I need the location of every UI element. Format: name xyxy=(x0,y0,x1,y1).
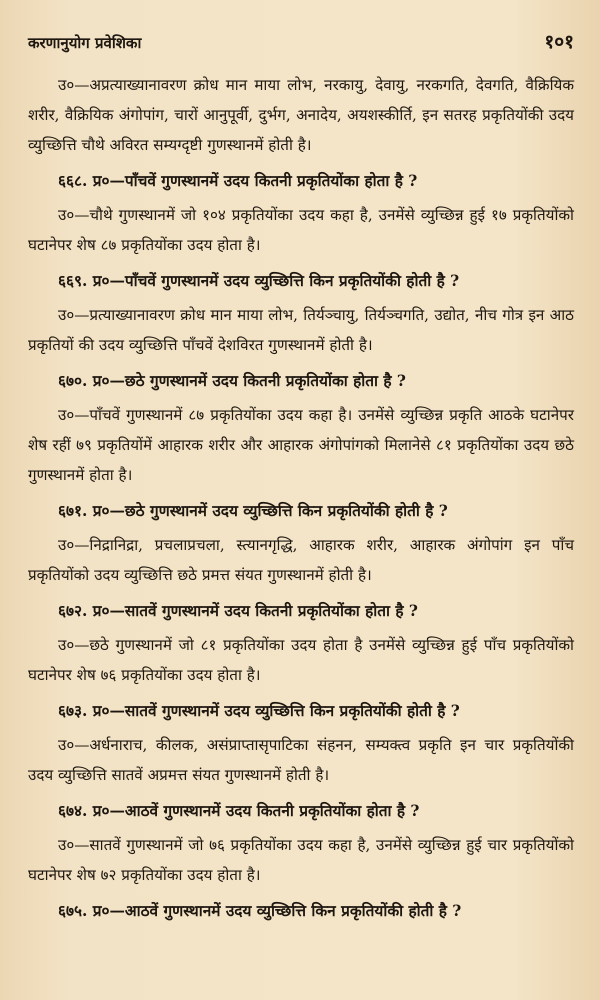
page-number: १०१ xyxy=(544,31,574,53)
answer-paragraph: उ०—पाँचवें गुणस्थानमें ८७ प्रकृतियोंका उदय कहा है। उनमेंसे व्युच्छिन्न प्रकृति आठके घटानेपर शेष रहीं ७९ प्रकृतियोंमें आहारक शरीर और आहारक अंगोपांगको मिलानेसे ८१ प्रकृतियोंका उदय छठे गुणस्थानमें होता है। xyxy=(28,406,575,484)
question-heading: ६७०. प्र०—छठे गुणस्थानमें उदय कितनी प्रकृतियोंका होता है ? xyxy=(58,372,406,390)
answer-paragraph: उ०—चौथे गुणस्थानमें जो १०४ प्रकृतियोंका उदय कहा है, उनमेंसे व्युच्छिन्न हुई १७ प्रकृतियोंको घटानेपर शेष ८७ प्रकृतियोंका उदय होता है। xyxy=(28,206,574,254)
question-heading: ६६८. प्र०—पाँचवें गुणस्थानमें उदय कितनी प्रकृतियोंका होता है ? xyxy=(58,172,418,190)
answer-paragraph: उ०—अर्धनाराच, कीलक, असंप्राप्तासृपाटिका संहनन, सम्यक्त्व प्रकृति इन चार प्रकृतियोंकी उदय व्युच्छित्ति सातवें अप्रमत्त संयत गुणस्थानमें होती है। xyxy=(28,736,574,784)
question-heading: ६७२. प्र०—सातवें गुणस्थानमें उदय कितनी प्रकृतियोंका होता है ? xyxy=(58,602,418,620)
answer-paragraph: उ०—अप्रत्याख्यानावरण क्रोध मान माया लोभ, नरकायु, देवायु, नरकगति, देवगति, वैक्रियिक शरीर, वैक्रियिक अंगोपांग, चारों आनुपूर्वी, दुर्भग, अनादेय, अयशस्कीर्ति, इन सतरह प्रकृतियोंकी उदय व्युच्छित्ति चौथे अविरत सम्यग्दृष्टी गुणस्थानमें होती है। xyxy=(28,76,574,154)
page-content xyxy=(28,70,574,926)
question-heading: ६७१. प्र०—छठे गुणस्थानमें उदय व्युच्छित्ति किन प्रकृतियोंकी होती है ? xyxy=(58,502,448,520)
question-heading: ६७५. प्र०—आठवें गुणस्थानमें उदय व्युच्छित्ति किन प्रकृतियोंकी होती है ? xyxy=(58,902,462,920)
running-header xyxy=(28,28,574,54)
answer-paragraph: उ०—सातवें गुणस्थानमें जो ७६ प्रकृतियोंका उदय कहा है, उनमेंसे व्युच्छिन्न हुई चार प्रकृतियोंको घटानेपर शेष ७२ प्रकृतियोंका उदय होता है। xyxy=(28,836,574,884)
question-heading: ६७४. प्र०—आठवें गुणस्थानमें उदय कितनी प्रकृतियोंका होता है ? xyxy=(58,802,420,820)
answer-paragraph: उ०—छठे गुणस्थानमें जो ८१ प्रकृतियोंका उदय होता है उनमेंसे व्युच्छिन्न हुई पाँच प्रकृतियोंको घटानेपर शेष ७६ प्रकृतियोंका उदय होता है। xyxy=(28,636,574,684)
answer-paragraph: उ०—निद्रानिद्रा, प्रचलाप्रचला, स्त्यानगृद्धि, आहारक शरीर, आहारक अंगोपांग इन पाँच प्रकृतियोंको उदय व्युच्छित्ति छठे प्रमत्त संयत गुणस्थानमें होती है। xyxy=(28,536,574,584)
book-title: करणानुयोग प्रवेशिका xyxy=(28,34,142,52)
question-heading: ६७३. प्र०—सातवें गुणस्थानमें उदय व्युच्छित्ति किन प्रकृतियोंकी होती है ? xyxy=(58,702,460,720)
answer-paragraph: उ०—प्रत्याख्यानावरण क्रोध मान माया लोभ, तिर्यञ्चायु, तिर्यञ्चगति, उद्योत, नीच गोत्र इन आठ प्रकृतियों की उदय व्युच्छित्ति पाँचवें देशविरत गुणस्थानमें होती है। xyxy=(28,306,574,354)
question-heading: ६६९. प्र०—पाँचवें गुणस्थानमें उदय व्युच्छित्ति किन प्रकृतियोंकी होती है ? xyxy=(58,272,460,290)
